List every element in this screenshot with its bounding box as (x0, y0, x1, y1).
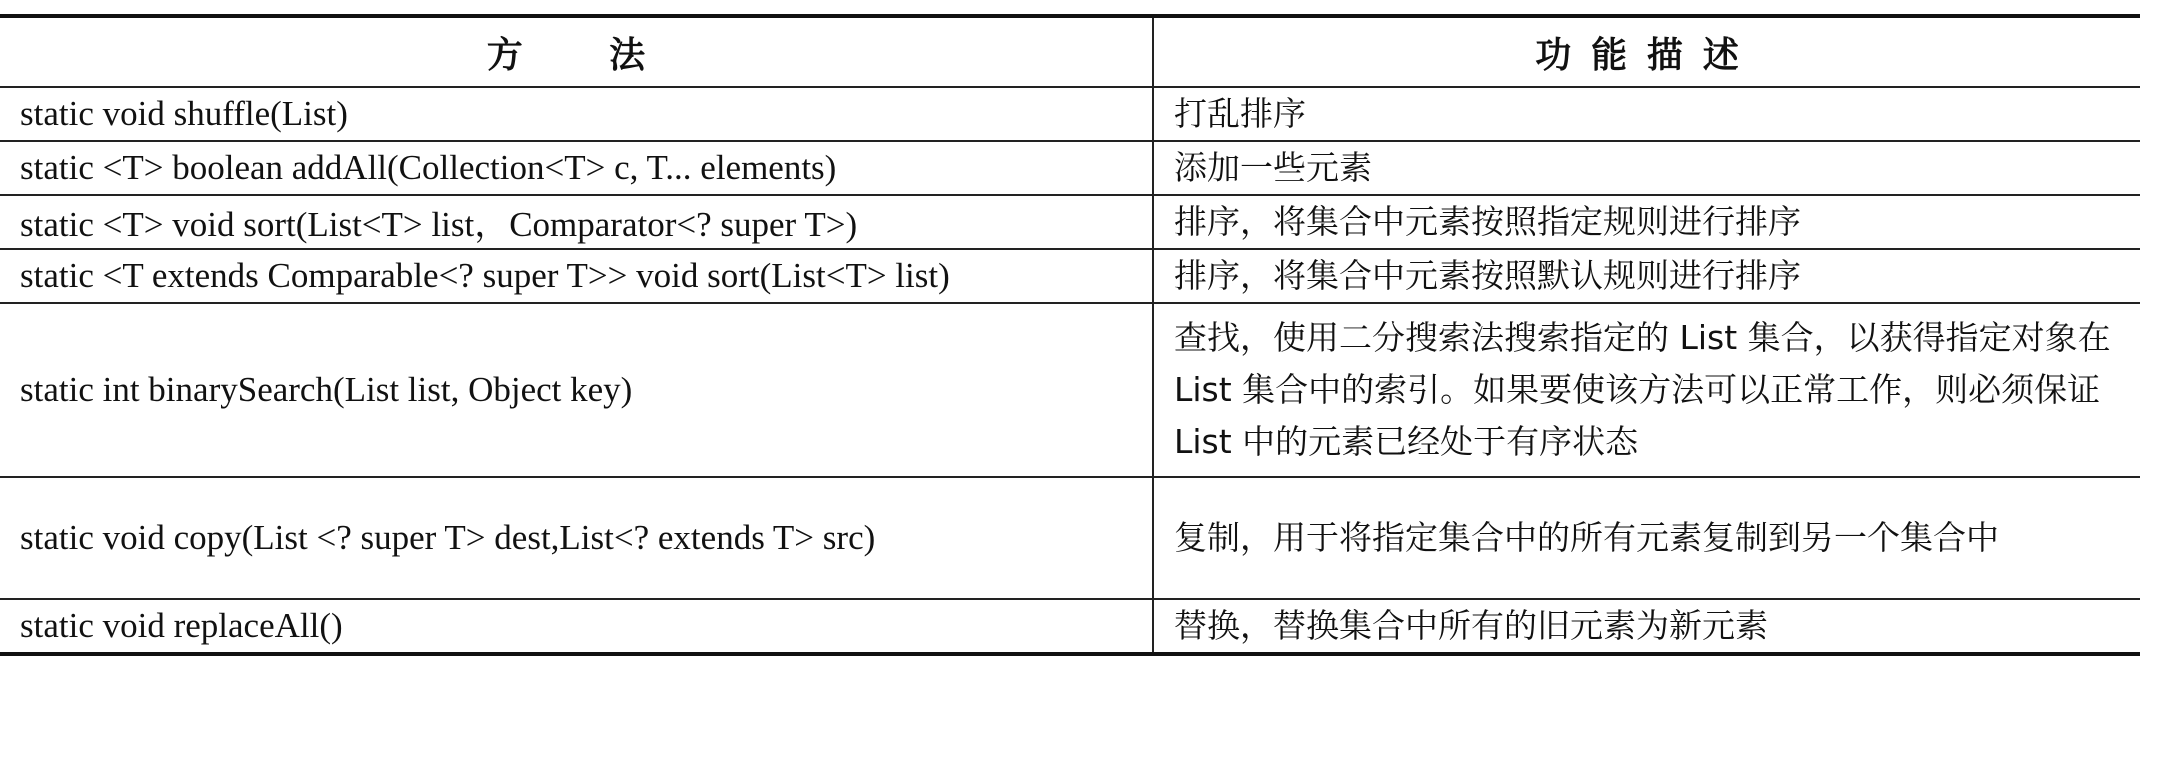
table-row (0, 477, 2140, 599)
method-cell: static <T extends Comparable<? super T>> void sort(List<T> list) (0, 249, 1153, 303)
table-row (0, 303, 2140, 477)
method-cell: static void replaceAll() (0, 599, 1153, 654)
table-body (0, 87, 2140, 654)
description-cell: 替换，替换集合中所有的旧元素为新元素 (1153, 599, 2140, 654)
description-cell: 复制，用于将指定集合中的所有元素复制到另一个集合中 (1153, 477, 2140, 599)
method-cell: static int binarySearch(List list, Object key) (0, 303, 1153, 477)
method-cell: static void copy(List <? super T> dest,List<? extends T> src) (0, 477, 1153, 599)
description-cell: 打乱排序 (1153, 87, 2140, 141)
table-row (0, 87, 2140, 141)
method-cell: static void shuffle(List) (0, 87, 1153, 141)
header-row (0, 16, 2140, 87)
method-cell: static <T> boolean addAll(Collection<T> c, T... elements) (0, 141, 1153, 195)
description-cell: 排序，将集合中元素按照默认规则进行排序 (1153, 249, 2140, 303)
table-header (0, 16, 2140, 87)
description-cell: 查找，使用二分搜索法搜索指定的 List 集合，以获得指定对象在 List 集合中的索引。如果要使该方法可以正常工作，则必须保证 List 中的元素已经处于有序状态 (1153, 303, 2140, 477)
description-cell: 添加一些元素 (1153, 141, 2140, 195)
method-cell: static <T> void sort(List<T> list，Comparator<? super T>) (0, 195, 1153, 249)
table-row (0, 599, 2140, 654)
description-cell: 排序，将集合中元素按照指定规则进行排序 (1153, 195, 2140, 249)
header-description: 功能描述 (1153, 16, 2140, 87)
table-row (0, 195, 2140, 249)
collections-methods-table (0, 14, 2140, 656)
header-method: 方法 (0, 16, 1153, 87)
table-row (0, 141, 2140, 195)
table-row (0, 249, 2140, 303)
